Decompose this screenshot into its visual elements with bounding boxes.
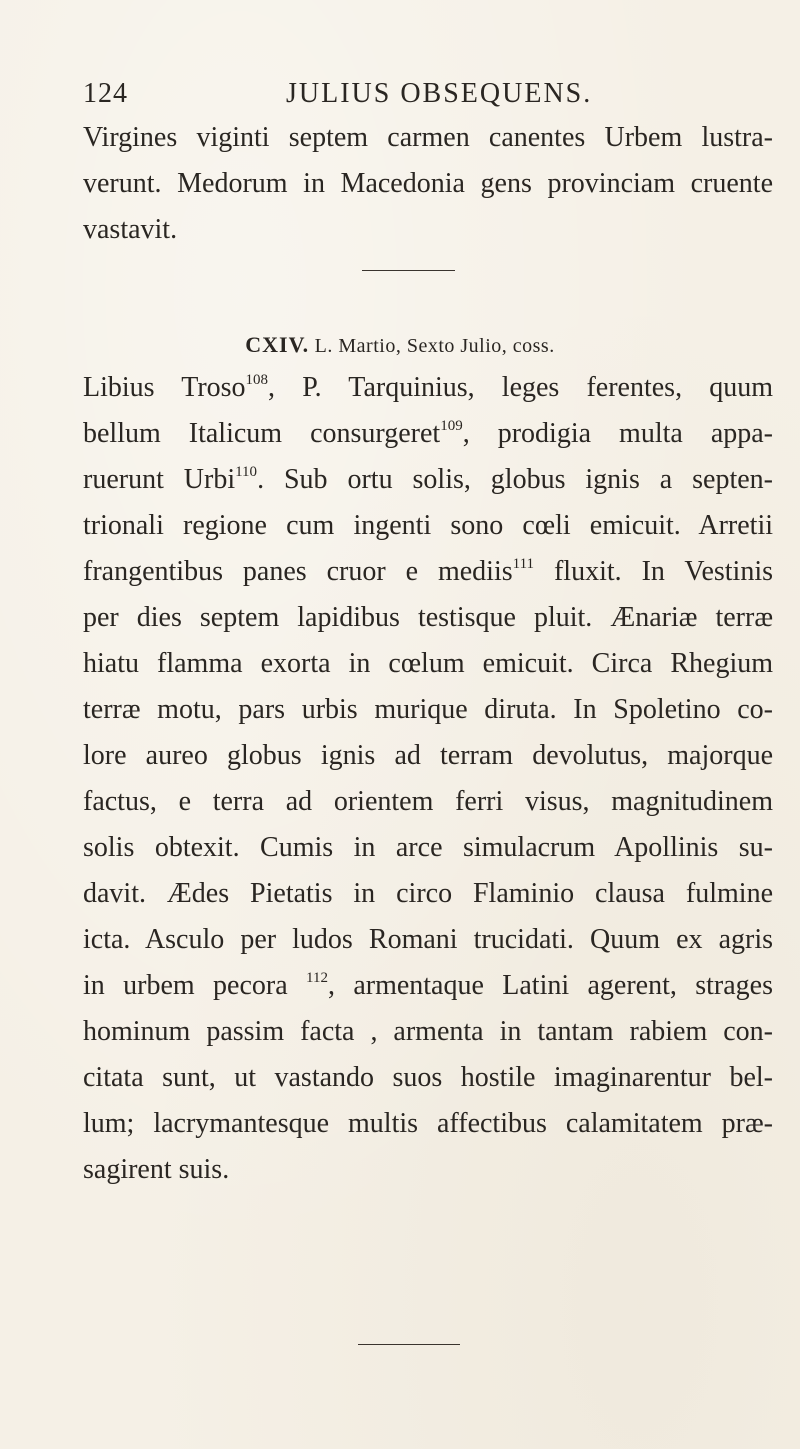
text-line (83, 1101, 773, 1147)
running-title: JULIUS OBSEQUENS. (286, 78, 593, 109)
text-segment: , armentaque Latini agerent, strages (327, 970, 773, 1001)
section-rule (362, 270, 455, 271)
text-line: Virgines viginti septem carmen canentes Urbem lustra- (83, 122, 773, 153)
text-segment: per dies septem lapidibus testisque pluit. Ænariæ terræ (83, 602, 773, 633)
text-line (83, 1147, 773, 1193)
text-segment: bellum Italicum consurgeret (83, 418, 441, 449)
page-number: 124 (83, 78, 128, 109)
text-segment: frangentibus panes cruor e mediis (83, 556, 513, 587)
footnote-marker: 111 (512, 556, 535, 572)
text-segment: hominum passim facta , armenta in tantam rabiem con- (83, 1016, 773, 1047)
text-segment: icta. Asculo per ludos Romani trucidati. Quum ex agris (83, 924, 773, 955)
text-segment: citata sunt, ut vastando suos hostile imaginarentur bel- (83, 1062, 773, 1093)
text-segment: hiatu flamma exorta in cœlum emicuit. Circa Rhegium (83, 648, 773, 679)
text-line (83, 365, 773, 411)
text-line (83, 595, 773, 641)
top-paragraph (83, 115, 773, 253)
text-segment: ruerunt Urbi (83, 464, 236, 495)
text-segment: terræ motu, pars urbis murique diruta. In Spoletino co- (83, 694, 773, 725)
footnote-marker: 109 (440, 418, 463, 434)
end-rule (358, 1344, 460, 1345)
text-segment: sagirent suis. (83, 1154, 230, 1185)
text-line (83, 917, 773, 963)
text-segment: in urbem pecora (83, 970, 306, 1001)
consuls-line: L. Martio, Sexto Julio, coss. (314, 335, 555, 357)
footnote-marker: 108 (245, 372, 269, 388)
section-numeral: CXIV. (245, 332, 310, 357)
text-segment: trionali regione cum ingenti sono cœli emicuit. Arretii (83, 510, 773, 541)
text-line (83, 871, 773, 917)
text-line (83, 1009, 773, 1055)
section-heading (0, 332, 800, 358)
text-segment: , P. Tarquinius, leges ferentes, quum (268, 372, 773, 403)
text-line (83, 457, 773, 503)
text-segment: Libius Troso (83, 372, 246, 403)
text-segment: lore aureo globus ignis ad terram devolutus, majorque (83, 740, 773, 771)
main-paragraph (83, 365, 773, 1193)
text-line (83, 825, 773, 871)
text-segment: fluxit. In Vestinis (534, 556, 773, 587)
text-segment: factus, e terra ad orientem ferri visus, magnitudinem (83, 786, 773, 817)
text-line: verunt. Medorum in Macedonia gens provinciam cruente (83, 168, 773, 199)
text-line (83, 549, 773, 595)
footnote-marker: 110 (235, 464, 258, 480)
text-segment: , prodigia multa appa- (462, 418, 773, 449)
text-line (83, 411, 773, 457)
text-segment: solis obtexit. Cumis in arce simulacrum Apollinis su- (83, 832, 773, 863)
text-line (83, 963, 773, 1009)
running-head (83, 78, 743, 118)
text-line (83, 779, 773, 825)
text-segment: . Sub ortu solis, globus ignis a septen- (257, 464, 773, 495)
text-line: vastavit. (83, 214, 178, 245)
text-line (83, 1055, 773, 1101)
text-line (83, 503, 773, 549)
footnote-marker: 112 (306, 970, 328, 986)
text-segment: davit. Ædes Pietatis in circo Flaminio clausa fulmine (83, 878, 773, 909)
text-line (83, 733, 773, 779)
text-segment: lum; lacrymantesque multis affectibus calamitatem præ- (83, 1108, 773, 1139)
text-line (83, 687, 773, 733)
text-line (83, 641, 773, 687)
